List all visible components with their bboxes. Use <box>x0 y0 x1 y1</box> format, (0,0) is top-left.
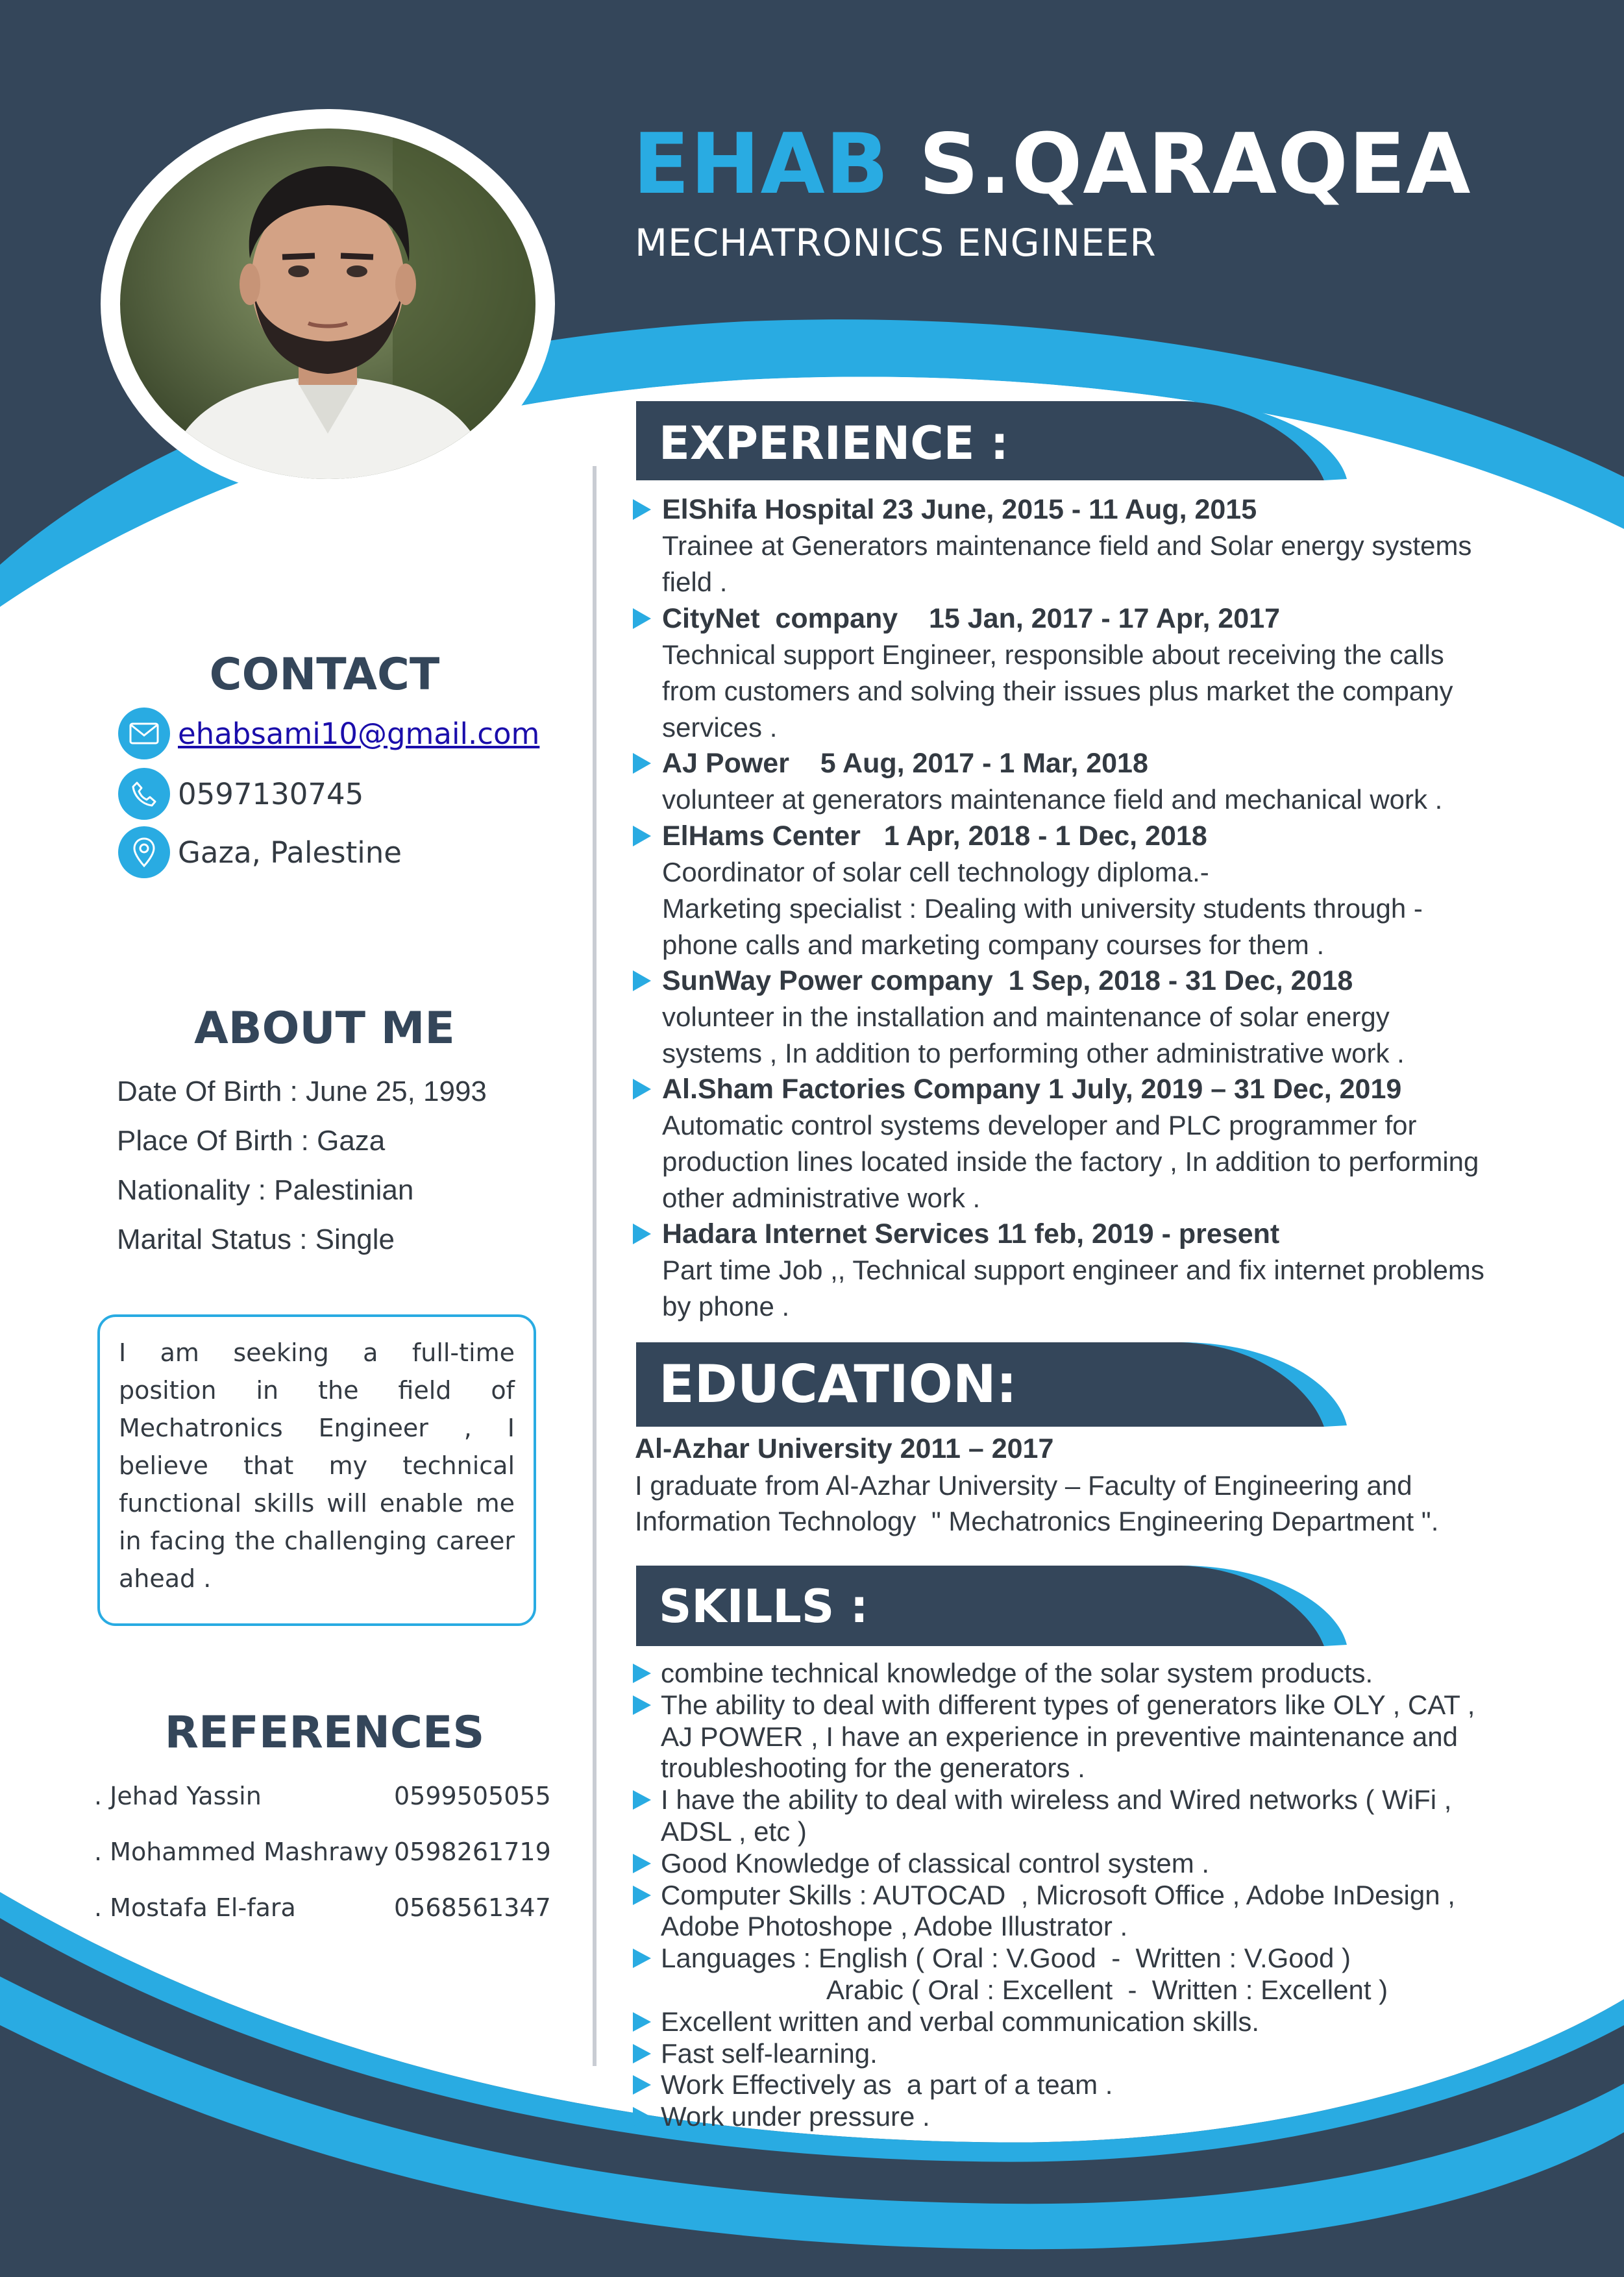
experience-item <box>633 963 1529 1072</box>
triangle-bullet-icon <box>633 1886 651 1905</box>
experience-desc-line: Coordinator of solar cell technology diploma.- <box>662 857 1209 887</box>
envelope-icon <box>118 708 170 759</box>
triangle-bullet-icon <box>633 970 651 991</box>
full-name <box>633 116 1471 213</box>
experience-desc-line: volunteer at generators maintenance field and mechanical work . <box>662 784 1443 815</box>
experience-heading: EXPERIENCE : <box>659 417 1009 470</box>
reference-name: . Jehad Yassin <box>94 1782 262 1810</box>
triangle-bullet-icon <box>633 753 651 774</box>
skill-line: The ability to deal with different types of generators like OLY , CAT , <box>661 1690 1475 1720</box>
location-pin-icon <box>118 826 170 878</box>
phone-number: 0597130745 <box>178 776 364 811</box>
skill-line: Good Knowledge of classical control system . <box>661 1848 1210 1878</box>
skill-line: troubleshooting for the generators . <box>661 1753 1085 1783</box>
experience-desc-line: by phone . <box>662 1291 790 1322</box>
nationality: Nationality : Palestinian <box>117 1174 414 1206</box>
experience-title: Al.Sham Factories Company 1 July, 2019 – 31 Dec, 2019 <box>662 1074 1402 1105</box>
triangle-bullet-icon <box>633 608 651 629</box>
reference-phone: 0598261719 <box>394 1838 551 1866</box>
education-title: Al-Azhar University 2011 – 2017 <box>635 1433 1054 1464</box>
education-desc-line: Information Technology " Mechatronics Engineering Department ". <box>635 1506 1439 1536</box>
skill-line: ADSL , etc ) <box>661 1816 807 1847</box>
experience-item <box>633 1071 1529 1216</box>
experience-item <box>633 491 1529 600</box>
experience-title: ElShifa Hospital 23 June, 2015 - 11 Aug, 2015 <box>662 494 1257 525</box>
triangle-bullet-icon <box>633 1695 651 1715</box>
triangle-bullet-icon <box>633 1854 651 1873</box>
experience-desc-line: other administrative work . <box>662 1183 981 1213</box>
triangle-bullet-icon <box>633 2107 651 2126</box>
phone-icon <box>118 768 170 820</box>
career-summary: I am seeking a full-time position in the field of Mechatronics Engineer , I believe that my technical functional skills will enable me in facing the challenging career ahead . <box>119 1338 515 1593</box>
contact-heading: CONTACT <box>209 649 440 700</box>
skill-line: Work under pressure . <box>661 2101 930 2132</box>
reference-phone: 0599505055 <box>394 1782 551 1810</box>
triangle-bullet-icon <box>633 1790 651 1810</box>
about-heading: ABOUT ME <box>194 1003 455 1054</box>
experience-title: SunWay Power company 1 Sep, 2018 - 31 Dec, 2018 <box>662 965 1353 996</box>
experience-desc-line: Marketing specialist : Dealing with university students through - <box>662 893 1423 924</box>
experience-desc-line: from customers and solving their issues plus market the company <box>662 676 1453 706</box>
skill-line: combine technical knowledge of the solar system products. <box>661 1658 1373 1688</box>
place-of-birth: Place Of Birth : Gaza <box>117 1125 386 1157</box>
experience-item <box>633 1216 1529 1325</box>
marital-status: Marital Status : Single <box>117 1224 395 1255</box>
experience-item <box>633 600 1529 746</box>
experience-desc-line: services . <box>662 712 778 743</box>
references-heading: REFERENCES <box>164 1707 485 1758</box>
skills-heading: SKILLS : <box>659 1580 868 1633</box>
triangle-bullet-icon <box>633 1224 651 1244</box>
first-name: EHAB <box>633 116 890 213</box>
experience-desc-line: field . <box>662 567 728 597</box>
column-divider <box>593 466 597 2066</box>
triangle-bullet-icon <box>633 1949 651 1968</box>
experience-title: ElHams Center 1 Apr, 2018 - 1 Dec, 2018 <box>662 820 1207 852</box>
experience-title: Hadara Internet Services 11 feb, 2019 - present <box>662 1218 1280 1249</box>
experience-title: AJ Power 5 Aug, 2017 - 1 Mar, 2018 <box>662 748 1148 779</box>
experience-desc-line: systems , In addition to performing other administrative work . <box>662 1038 1405 1068</box>
skill-line: Work Effectively as a part of a team . <box>661 2069 1113 2100</box>
experience-item <box>633 818 1529 963</box>
experience-desc-line: production lines located inside the factory , In addition to performing <box>662 1146 1479 1177</box>
skill-line: I have the ability to deal with wireless and Wired networks ( WiFi , <box>661 1784 1452 1815</box>
triangle-bullet-icon <box>633 499 651 520</box>
skill-line: Excellent written and verbal communication skills. <box>661 2006 1260 2037</box>
last-name: S.QARAQEA <box>918 116 1471 213</box>
triangle-bullet-icon <box>633 1079 651 1100</box>
triangle-bullet-icon <box>633 2044 651 2063</box>
skill-line: AJ POWER , I have an experience in preventive maintenance and <box>661 1721 1458 1752</box>
contact-phone-row <box>118 768 363 820</box>
triangle-bullet-icon <box>633 1664 651 1683</box>
experience-desc-line: volunteer in the installation and maintenance of solar energy <box>662 1002 1390 1032</box>
triangle-bullet-icon <box>633 2075 651 2095</box>
profile-photo <box>120 129 535 479</box>
experience-item <box>633 745 1529 818</box>
experience-title: CityNet company 15 Jan, 2017 - 17 Apr, 2017 <box>662 603 1281 634</box>
skill-line: Languages : English ( Oral : V.Good - Written : V.Good ) <box>661 1943 1351 1973</box>
skill-line: Fast self-learning. <box>661 2038 878 2069</box>
location-text: Gaza, Palestine <box>178 835 402 870</box>
reference-phone: 0568561347 <box>394 1893 551 1922</box>
reference-name: . Mohammed Mashrawy <box>94 1838 389 1866</box>
experience-desc-line: Trainee at Generators maintenance field and Solar energy systems <box>662 530 1472 561</box>
education-heading: EDUCATION: <box>659 1354 1017 1414</box>
date-of-birth: Date Of Birth : June 25, 1993 <box>117 1076 487 1107</box>
contact-email-row <box>118 708 539 759</box>
portrait-illustration <box>120 129 535 479</box>
triangle-bullet-icon <box>633 2012 651 2032</box>
experience-desc-line: Technical support Engineer, responsible about receiving the calls <box>662 639 1444 670</box>
experience-desc-line: Part time Job ,, Technical support engineer and fix internet problems <box>662 1255 1484 1285</box>
skill-line: Adobe Photoshope , Adobe Illustrator . <box>661 1911 1128 1941</box>
skill-line: Arabic ( Oral : Excellent - Written : Excellent ) <box>826 1975 1388 2005</box>
skill-line: Computer Skills : AUTOCAD , Microsoft Office , Adobe InDesign , <box>661 1880 1455 1910</box>
triangle-bullet-icon <box>633 826 651 846</box>
reference-name: . Mostafa El-fara <box>94 1893 296 1922</box>
email-link[interactable]: ehabsami10@gmail.com <box>178 716 540 751</box>
experience-desc-line: Automatic control systems developer and PLC programmer for <box>662 1110 1417 1140</box>
contact-location-row <box>118 826 402 878</box>
education-desc-line: I graduate from Al-Azhar University – Faculty of Engineering and <box>635 1470 1412 1501</box>
experience-desc-line: phone calls and marketing company courses for them . <box>662 929 1325 960</box>
job-title: MECHATRONICS ENGINEER <box>635 221 1157 265</box>
